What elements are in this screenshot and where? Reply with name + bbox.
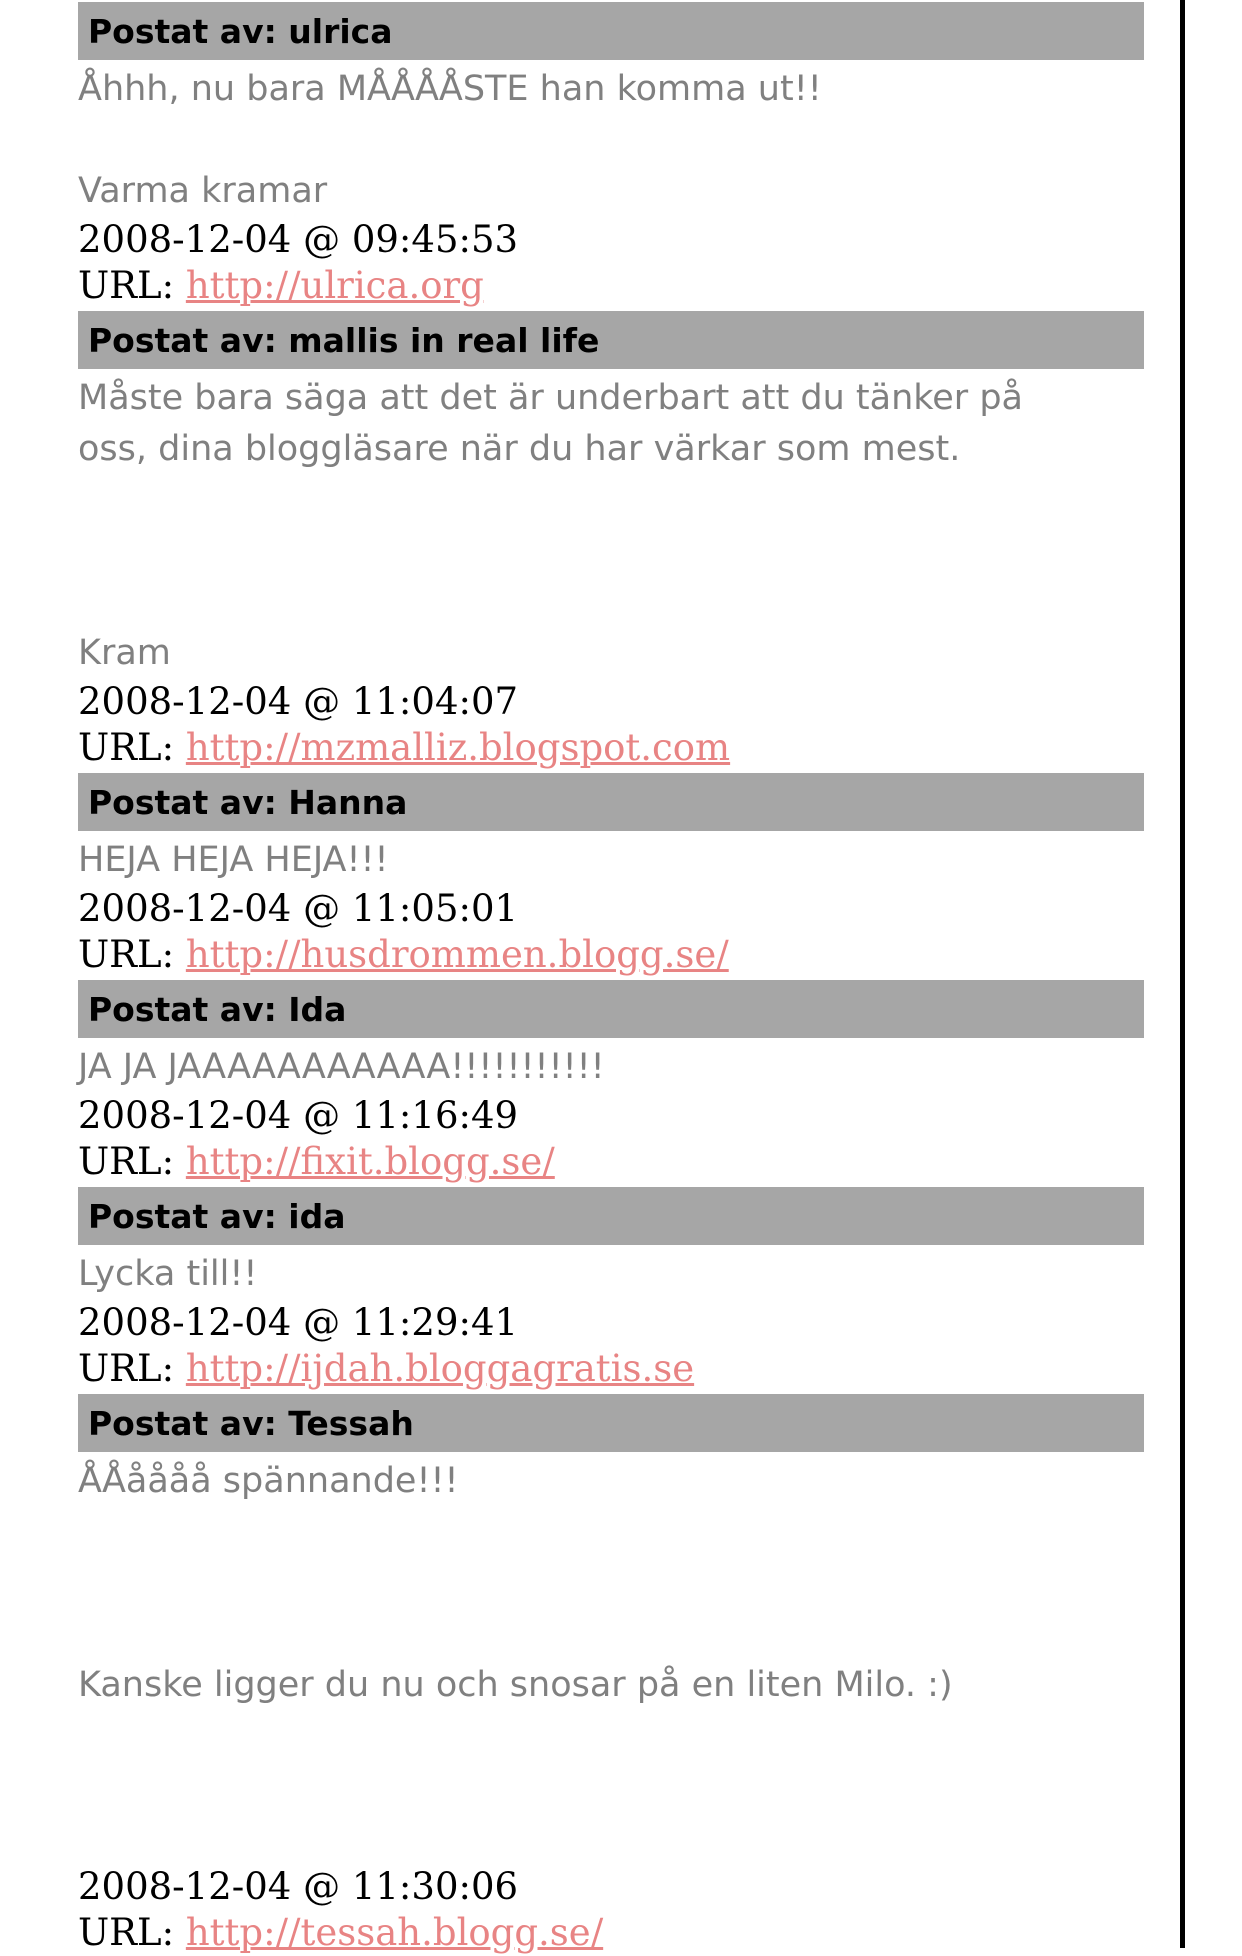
right-border-line: [1180, 0, 1185, 1948]
comment-author-header: Postat av: ulrica: [78, 2, 1144, 60]
comment: [78, 1394, 1144, 1956]
comment: [78, 311, 1144, 771]
url-label: URL:: [78, 1911, 186, 1954]
comment-url-row: [78, 1910, 1144, 1956]
comment: [78, 773, 1144, 978]
comment-url-row: [78, 725, 1144, 771]
comment-author-header: Postat av: mallis in real life: [78, 311, 1144, 369]
comment-url-link[interactable]: http://mzmalliz.blogspot.com: [185, 726, 731, 769]
comment-timestamp: 2008-12-04 @ 11:29:41: [78, 1301, 519, 1344]
comment-timestamp: 2008-12-04 @ 11:16:49: [78, 1094, 519, 1137]
comment-body: HEJA HEJA HEJA!!!: [78, 840, 389, 880]
comment-timestamp: 2008-12-04 @ 11:05:01: [78, 887, 519, 930]
comment-url-link[interactable]: http://fixit.blogg.se/: [185, 1140, 555, 1183]
comment: [78, 1187, 1144, 1392]
comment-author-header: Postat av: Ida: [78, 980, 1144, 1038]
comments-list: [78, 0, 1144, 1956]
comment-url-link[interactable]: http://ijdah.bloggagratis.se: [185, 1347, 695, 1390]
comment-url-link[interactable]: http://tessah.blogg.se/: [185, 1911, 604, 1954]
comment-body: Måste bara säga att det är underbart att du tänker på oss, dina bloggläsare när du har värkar som mest. Kram: [78, 378, 1023, 673]
url-label: URL:: [78, 1347, 186, 1390]
comment-author-header: Postat av: Hanna: [78, 773, 1144, 831]
comment-timestamp: 2008-12-04 @ 09:45:53: [78, 218, 519, 261]
comment-url-link[interactable]: http://ulrica.org: [185, 264, 484, 307]
comment: [78, 2, 1144, 309]
comment-url-row: [78, 1346, 1144, 1392]
url-label: URL:: [78, 726, 186, 769]
comment-body: JA JA JAAAAAAAAAAA!!!!!!!!!!!: [78, 1047, 605, 1087]
url-label: URL:: [78, 1140, 186, 1183]
comment-url-row: [78, 263, 1144, 309]
comment-timestamp: 2008-12-04 @ 11:04:07: [78, 680, 519, 723]
comment-url-link[interactable]: http://husdrommen.blogg.se/: [185, 933, 729, 976]
comment-body: ÅÅåååå spännande!!! Kanske ligger du nu och snosar på en liten Milo. :): [78, 1461, 953, 1705]
url-label: URL:: [78, 264, 186, 307]
comment-author-header: Postat av: Tessah: [78, 1394, 1144, 1452]
url-label: URL:: [78, 933, 186, 976]
comment-url-row: [78, 1139, 1144, 1185]
comment-author-header: Postat av: ida: [78, 1187, 1144, 1245]
comment-timestamp: 2008-12-04 @ 11:30:06: [78, 1865, 519, 1908]
comment: [78, 980, 1144, 1185]
comment-body: Lycka till!!: [78, 1254, 258, 1294]
comment-body: Åhhh, nu bara MÅÅÅÅSTE han komma ut!! Varma kramar: [78, 69, 822, 211]
comment-url-row: [78, 932, 1144, 978]
